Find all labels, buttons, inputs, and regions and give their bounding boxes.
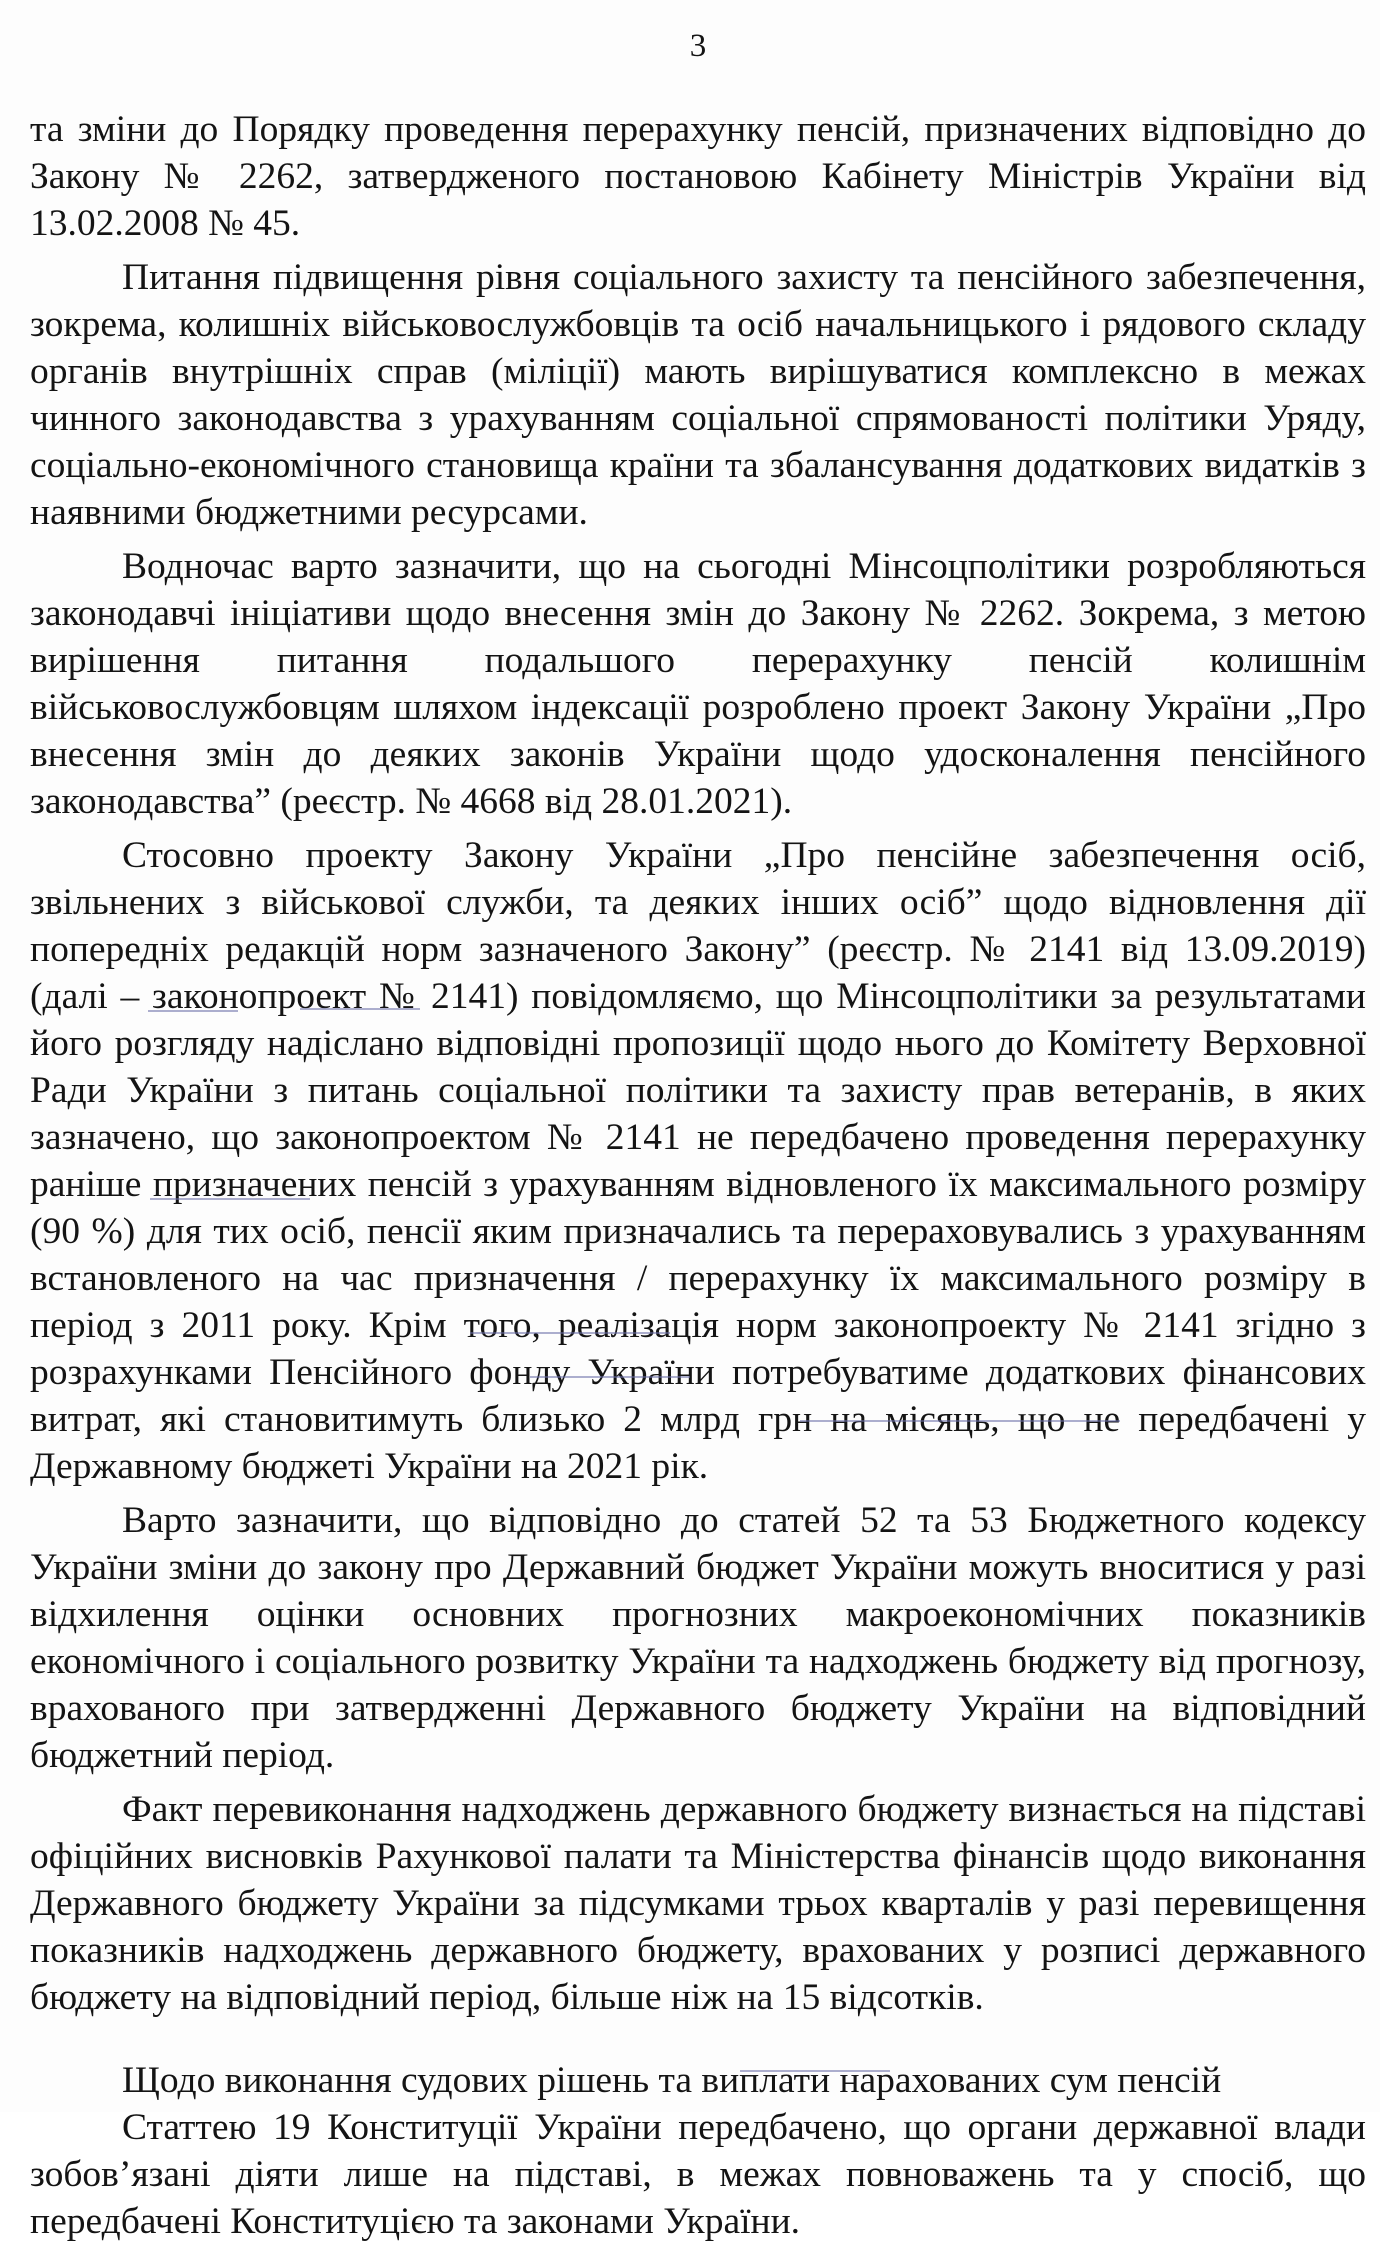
section-heading: Щодо виконання судових рішень та виплати нарахованих сум пенсій xyxy=(122,2060,1222,2101)
paragraph-constitution: Статтею 19 Конституції України передбачено, що органи державної влади зобов’язані діяти лише на підставі, в межах повноважень та у спосіб, що передбачені Конституцією та законами України. xyxy=(30,2107,1366,2242)
page-number: 3 xyxy=(689,28,707,64)
document-body xyxy=(30,106,1366,2245)
paragraph-revenue-overfulfillment: Факт перевиконання надходжень державного бюджету визнається на підставі офіційних висновків Рахункової палати та Міністерства фінансів щодо виконання Державного бюджету України за підсумками трьох кварталів у разі перевищення показників надходжень державного бюджету, врахованих у розписі державного бюджету на відповідний період, більше ніж на 15 відсотків. xyxy=(30,1789,1366,2018)
paragraph-continuation: та зміни до Порядку проведення перерахунку пенсій, призначених відповідно до Закону № 2262, затвердженого постановою Кабінету Міністрів України від 13.02.2008 № 45. xyxy=(30,109,1366,244)
paragraph-legislative-initiatives: Водночас варто зазначити, що на сьогодні Мінсоцполітики розробляються законодавчі ініціативи щодо внесення змін до Закону № 2262. Зокрема, з метою вирішення питання подальшого перерахунку пенсій колишнім військовослужбовцям шляхом індексації розроблено проект Закону України „Про внесення змін до деяких законів України щодо удосконалення пенсійного законодавства” (реєстр. № 4668 від 28.01.2021). xyxy=(30,546,1366,822)
paragraph-social-protection: Питання підвищення рівня соціального захисту та пенсійного забезпечення, зокрема, колишніх військовослужбовців та осіб начальницького і рядового складу органів внутрішніх справ (міліції) мають вирішуватися комплексно в межах чинного законодавства з урахуванням соціальної спрямованості політики Уряду, соціально-економічного становища країни та збалансування додаткових видатків з наявними бюджетними ресурсами. xyxy=(30,257,1366,533)
paragraph-budget-code: Варто зазначити, що відповідно до статей 52 та 53 Бюджетного кодексу України зміни до закону про Державний бюджет України можуть вноситися у разі відхилення оцінки основних прогнозних макроекономічних показників економічного і соціального розвитку України та надходжень бюджету від прогнозу, врахованого при затвердженні Державного бюджету України на відповідний бюджетний період. xyxy=(30,1500,1366,1776)
paragraph-bill-2141: Стосовно проекту Закону України „Про пенсійне забезпечення осіб, звільнених з військової служби, та деяких інших осіб” щодо відновлення дії попередніх редакцій норм зазначеного Закону” (реєстр. № 2141 від 13.09.2019) (далі – законопроект № 2141) повідомляємо, що Мінсоцполітики за результатами його розгляду надіслано відповідні пропозиції щодо нього до Комітету Верховної Ради України з питань соціальної політики та захисту прав ветеранів, в яких зазначено, що законопроектом № 2141 не передбачено проведення перерахунку раніше призначених пенсій з урахуванням відновленого їх максимального розміру (90 %) для тих осіб, пенсії яким призначались та перераховувались з урахуванням встановленого на час призначення / перерахунку їх максимального розміру в період з 2011 року. Крім того, реалізація норм законопроекту № 2141 згідно з розрахунками Пенсійного фонду України потребуватиме додаткових фінансових витрат, які становитимуть близько 2 млрд грн на місяць, що не передбачені у Державному бюджеті України на 2021 рік. xyxy=(30,835,1366,1487)
